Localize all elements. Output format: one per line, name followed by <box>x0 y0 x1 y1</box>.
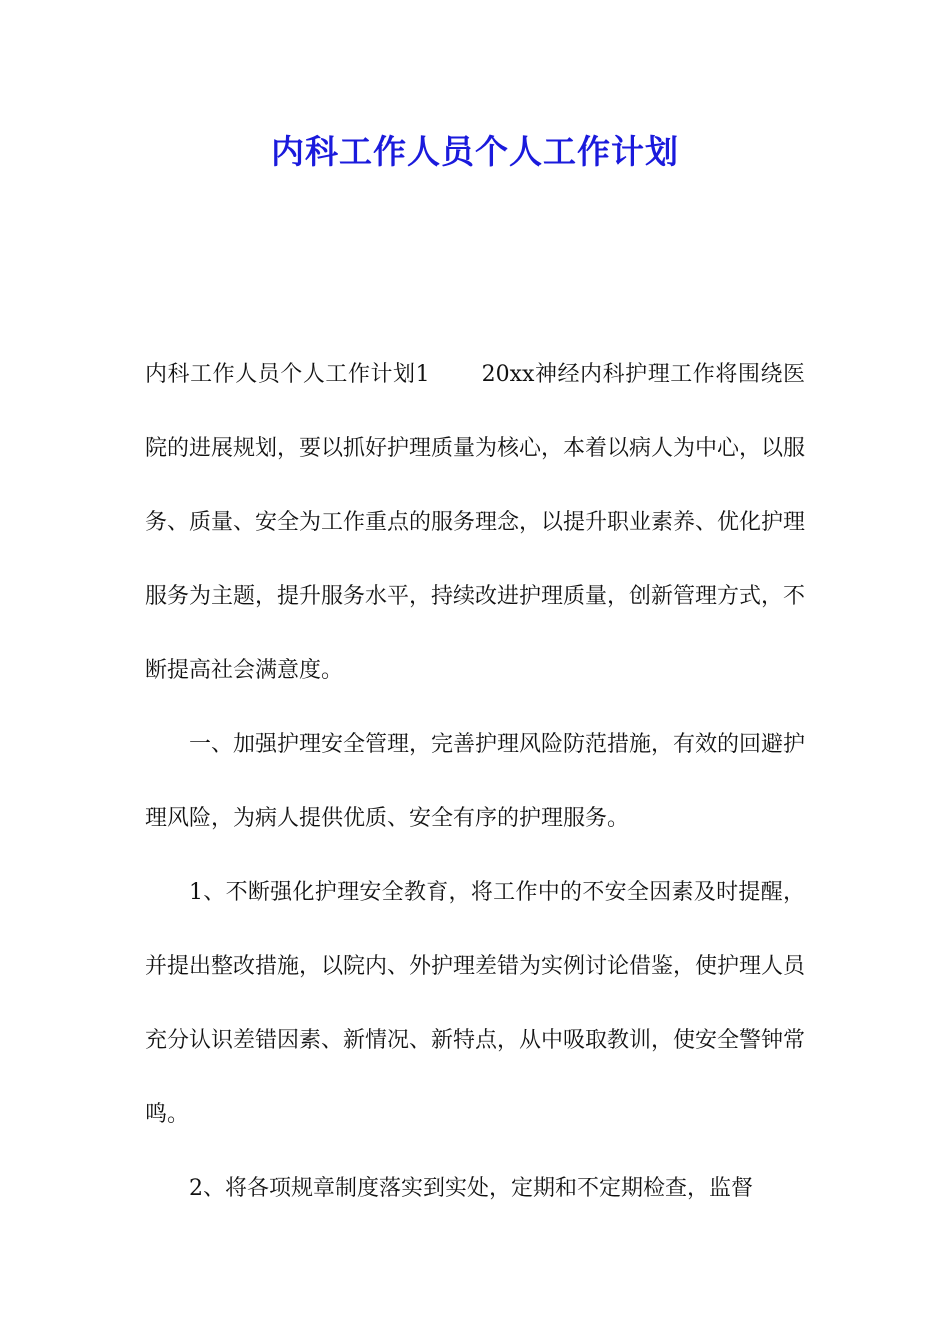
paragraph-section-one: 一、加强护理安全管理，完善护理风险防范措施，有效的回避护理风险，为病人提供优质、安全有序的护理服务。 <box>145 732 806 831</box>
paragraph-intro <box>145 338 805 708</box>
document-body <box>145 338 805 1226</box>
paragraph-item-one: 1、不断强化护理安全教育，将工作中的不安全因素及时提醒，并提出整改措施，以院内、外护理差错为实例讨论借鉴，使护理人员充分认识差错因素、新情况、新特点，从中吸取教训，使安全警钟常鸣。 <box>145 880 806 1127</box>
paragraph-intro-text: 20xx神经内科护理工作将围绕医院的进展规划，要以抓好护理质量为核心，本着以病人为中心，以服务、质量、安全为工作重点的服务理念，以提升职业素养、优化护理服务为主题，提升服务水平，持续改进护理质量，创新管理方式，不断提高社会满意度。 <box>145 362 806 683</box>
paragraph-item-two: 2、将各项规章制度落实到实处，定期和不定期检查，监督 <box>189 1176 753 1201</box>
paragraph-intro-lead: 内科工作人员个人工作计划1 <box>145 362 430 387</box>
document-title: 内科工作人员个人工作计划 <box>271 132 679 171</box>
